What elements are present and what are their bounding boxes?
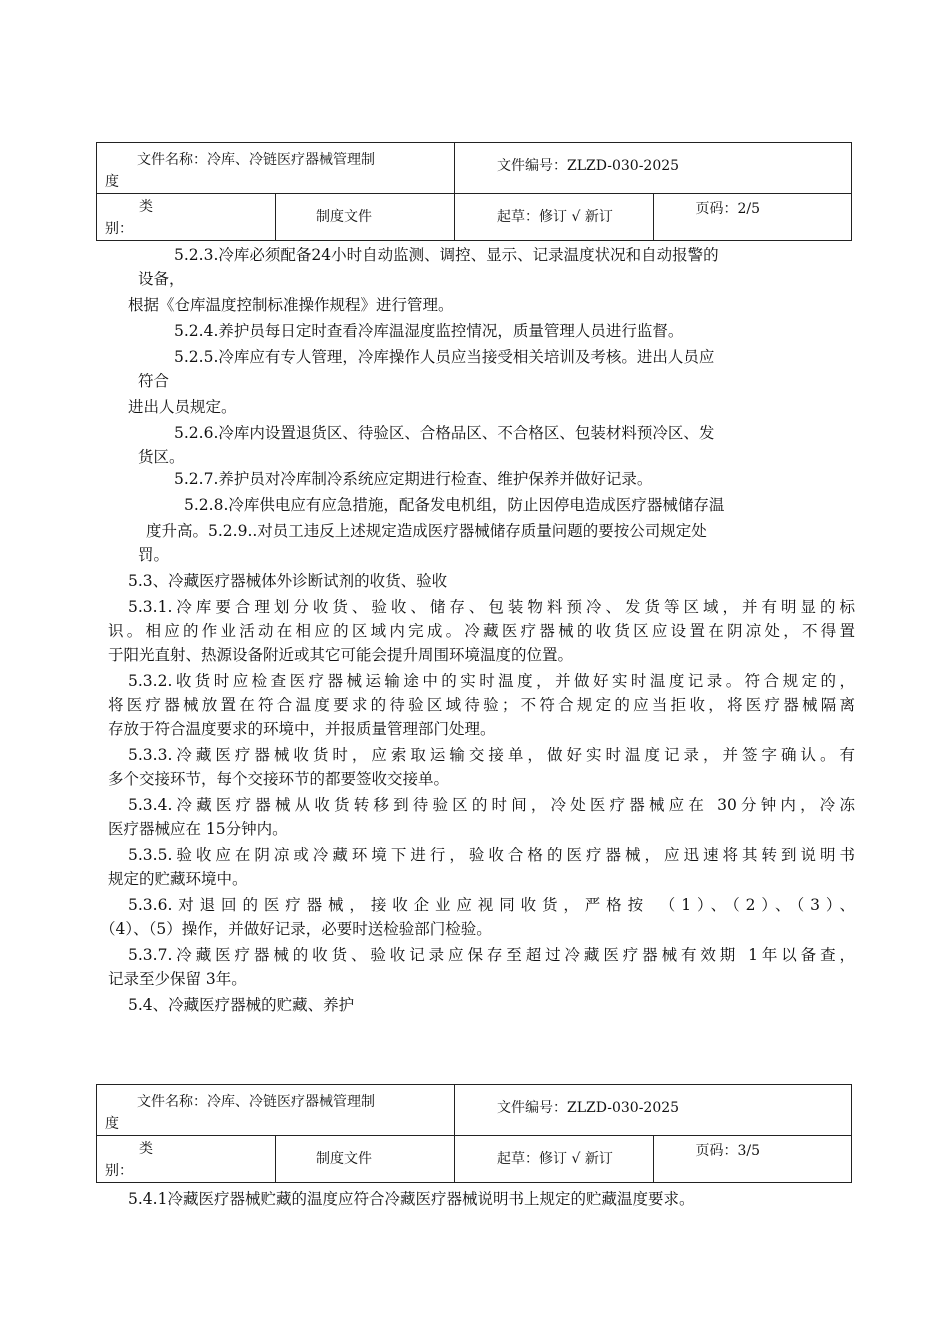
doc-number-cell	[455, 1085, 852, 1136]
doc-number: 文件编号：ZLZD-030-2025	[497, 1100, 680, 1116]
doc-name-cont: 度	[105, 1116, 119, 1132]
category-label-cell	[97, 1136, 276, 1183]
body-line: 识。相应的作业活动在相应的区域内完成。冷藏医疗器械的收货区应设置在阴凉处，不得置	[108, 622, 855, 640]
body-line: 医疗器械应在 15分钟内。	[108, 820, 288, 838]
body-line: 罚。	[138, 546, 170, 564]
draft-status: 起草：修订 √ 新订	[497, 209, 613, 225]
body-line: 多个交接环节，每个交接环节的都要签收交接单。	[108, 770, 450, 788]
body-line: 5.3.5.验收应在阴凉或冷藏环境下进行，验收合格的医疗器械，应迅速将其转到说明书	[128, 846, 855, 864]
body-line: 5.3.2.收货时应检查医疗器械运输途中的实时温度，并做好实时温度记录。符合规定的，	[128, 672, 855, 690]
body-line: 符合	[138, 372, 170, 390]
page-cell	[653, 1136, 852, 1183]
category-label-1: 类	[139, 199, 153, 215]
body-line: 5.2.7.养护员对冷库制冷系统应定期进行检查、维护保养并做好记录。	[174, 470, 653, 488]
body-line: 5.4.1冷藏医疗器械贮藏的温度应符合冷藏医疗器械说明书上规定的贮藏温度要求。	[128, 1190, 695, 1208]
page-cell	[653, 194, 852, 241]
page-number: 页码：3/5	[695, 1143, 761, 1159]
category-value: 制度文件	[316, 1151, 372, 1167]
draft-cell	[455, 194, 654, 241]
body-line: 5.2.8.冷库供电应有应急措施，配备发电机组，防止因停电造成医疗器械储存温	[184, 496, 725, 514]
body-line: 于阳光直射、热源设备附近或其它可能会提升周围环境温度的位置。	[108, 646, 574, 664]
doc-name-label: 文件名称：冷库、冷链医疗器械管理制	[137, 1094, 375, 1110]
body-line: 根据《仓库温度控制标准操作规程》进行管理。	[128, 296, 454, 314]
category-label-1: 类	[139, 1141, 153, 1157]
category-label-cell	[97, 194, 276, 241]
section-heading: 5.3、冷藏医疗器械体外诊断试剂的收货、验收	[128, 572, 448, 590]
body-line: 5.2.5.冷库应有专人管理，冷库操作人员应当接受相关培训及考核。进出人员应	[174, 348, 715, 366]
document-header-table	[96, 142, 852, 241]
body-line: 5.2.3.冷库必须配备24小时自动监测、调控、显示、记录温度状况和自动报警的	[174, 246, 719, 264]
body-line: 5.2.6.冷库内设置退货区、待验区、合格品区、不合格区、包装材料预冷区、发	[174, 424, 715, 442]
body-line: 进出人员规定。	[128, 398, 237, 416]
body-line: 5.3.3.冷藏医疗器械收货时，应索取运输交接单，做好实时温度记录，并签字确认。有	[128, 746, 855, 764]
body-line: （4）、（5）操作，并做好记录，必要时送检验部门检验。	[100, 920, 492, 938]
body-line: 将医疗器械放置在符合温度要求的待验区域待验；不符合规定的应当拒收，将医疗器械隔离	[108, 696, 855, 714]
body-line: 度升高。5.2.9..对员工违反上述规定造成医疗器械储存质量问题的要按公司规定处	[146, 522, 707, 540]
body-line: 5.3.7.冷藏医疗器械的收货、验收记录应保存至超过冷藏医疗器械有效期 1年以备查，	[128, 946, 855, 964]
body-line: 5.3.1.冷库要合理划分收货、验收、储存、包装物料预冷、发货等区域，并有明显的标	[128, 598, 855, 616]
category-label-2: 别：	[105, 221, 133, 237]
doc-number-cell	[455, 143, 852, 194]
section-heading: 5.4、冷藏医疗器械的贮藏、养护	[128, 996, 355, 1014]
category-value: 制度文件	[316, 209, 372, 225]
category-value-cell	[276, 1136, 455, 1183]
category-label-2: 别：	[105, 1163, 133, 1179]
doc-name-cont: 度	[105, 174, 119, 190]
document-header-table	[96, 1084, 852, 1183]
doc-name-cell	[97, 143, 455, 194]
body-line: 设备，	[138, 270, 185, 288]
draft-status: 起草：修订 √ 新订	[497, 1151, 613, 1167]
page-number: 页码：2/5	[695, 201, 761, 217]
body-line: 5.3.4.冷藏医疗器械从收货转移到待验区的时间，冷处医疗器械应在 30分钟内，冷冻	[128, 796, 855, 814]
body-line: 5.3.6.对退回的医疗器械，接收企业应视同收货，严格按 （1）、（2）、（3）、	[128, 896, 855, 914]
body-line: 记录至少保留 3年。	[108, 970, 247, 988]
category-value-cell	[276, 194, 455, 241]
body-line: 存放于符合温度要求的环境中，并报质量管理部门处理。	[108, 720, 496, 738]
body-line: 规定的贮藏环境中。	[108, 870, 248, 888]
body-line: 货区。	[138, 448, 185, 466]
doc-name-cell	[97, 1085, 455, 1136]
draft-cell	[455, 1136, 654, 1183]
body-line: 5.2.4.养护员每日定时查看冷库温湿度监控情况，质量管理人员进行监督。	[174, 322, 684, 340]
doc-number: 文件编号：ZLZD-030-2025	[497, 158, 680, 174]
doc-name-label: 文件名称：冷库、冷链医疗器械管理制	[137, 152, 375, 168]
